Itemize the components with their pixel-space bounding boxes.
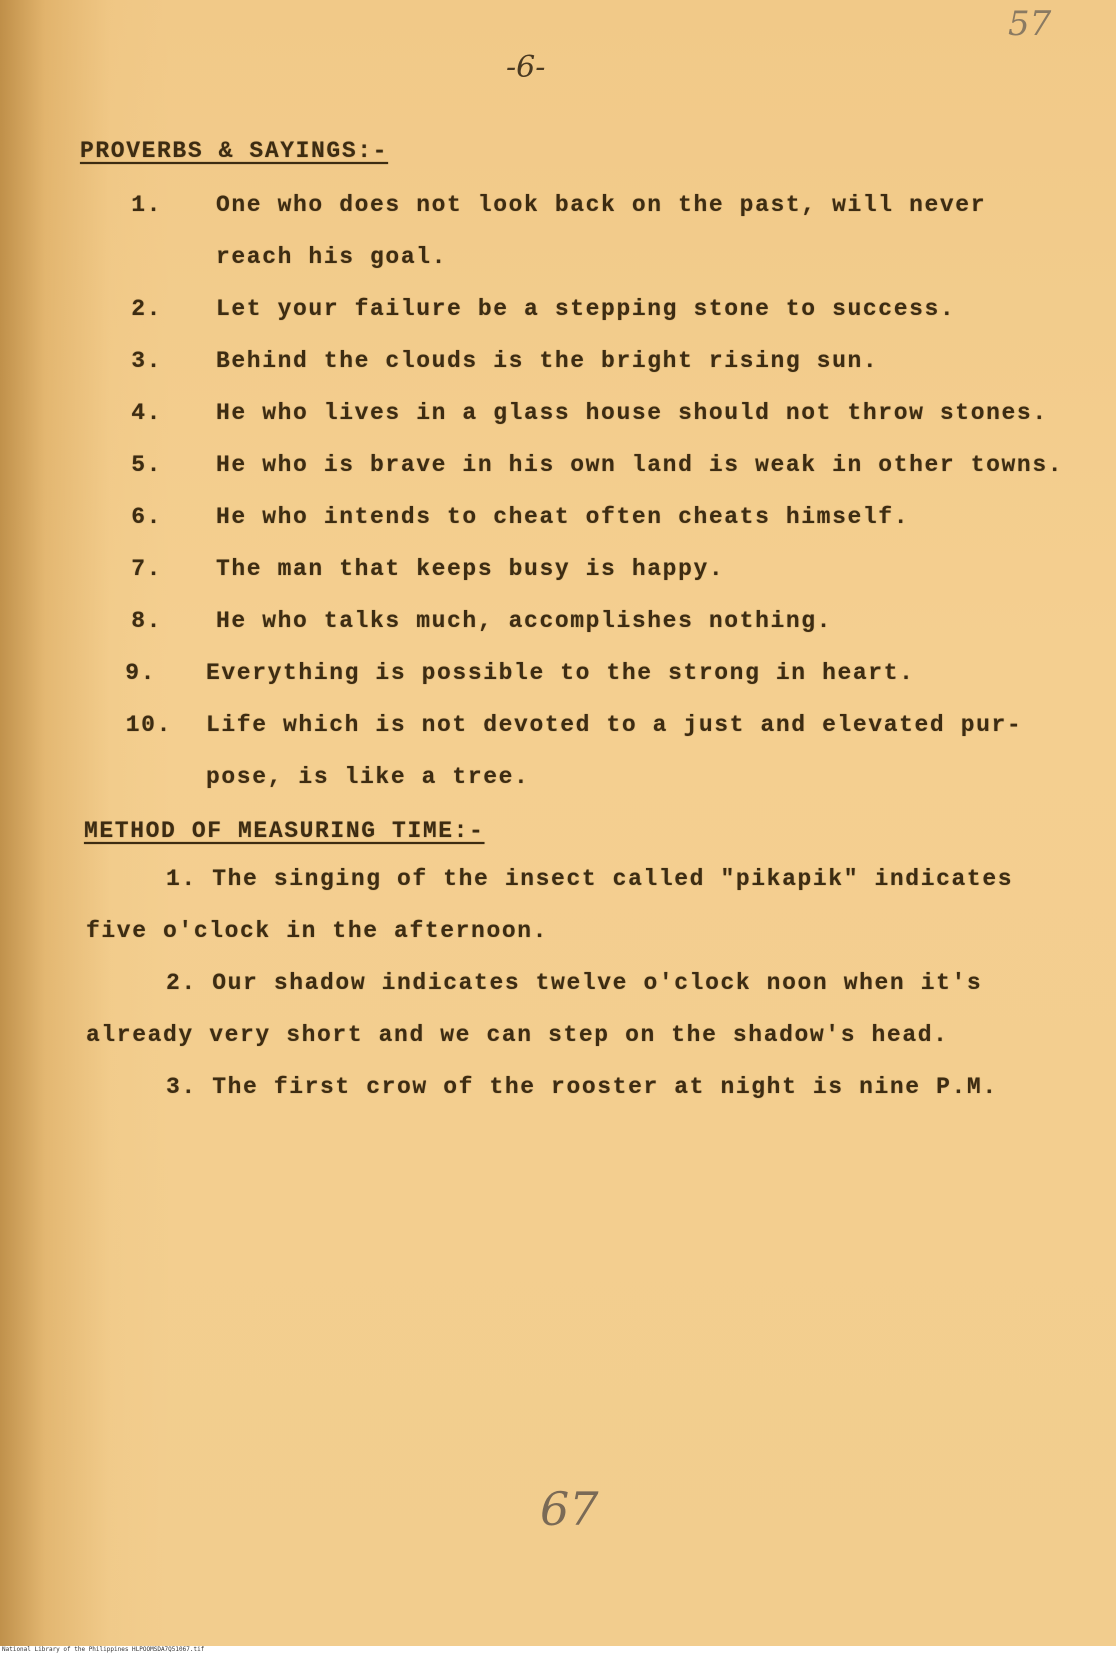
time-paragraph-line: 2. Our shadow indicates twelve o'clock noon when it's <box>166 970 983 996</box>
proverb-text: He who intends to cheat often cheats himself. <box>216 504 910 530</box>
proverb-text: One who does not look back on the past, will never <box>216 192 987 218</box>
time-paragraph-line: already very short and we can step on the shadow's head. <box>86 1022 949 1048</box>
typed-page-number: -6- <box>506 50 546 85</box>
proverb-number: 4. <box>131 400 162 426</box>
time-paragraph-line: 1. The singing of the insect called "pikapik" indicates <box>166 866 1014 892</box>
proverb-text: He who is brave in his own land is weak in other towns. <box>216 452 1064 478</box>
proverb-text: He who lives in a glass house should not throw stones. <box>216 400 1048 426</box>
proverb-number: 3. <box>131 348 162 374</box>
scan-footer-text: National Library of the Philippines HLPOOMSDA7Q51067.tif <box>2 1646 205 1653</box>
proverb-number: 10. <box>125 712 172 738</box>
proverb-number: 5. <box>131 452 162 478</box>
proverb-text: He who talks much, accomplishes nothing. <box>216 608 833 634</box>
handwritten-page-number: 67 <box>540 1482 599 1536</box>
proverb-text: The man that keeps busy is happy. <box>216 556 725 582</box>
proverb-text: reach his goal. <box>216 244 448 270</box>
proverb-number: 2. <box>131 296 162 322</box>
proverb-number: 7. <box>131 556 162 582</box>
proverb-number: 9. <box>125 660 156 686</box>
proverb-number: 6. <box>131 504 162 530</box>
proverb-number: 1. <box>131 192 162 218</box>
time-heading: METHOD OF MEASURING TIME:- <box>84 818 485 844</box>
proverb-text: Life which is not devoted to a just and elevated pur- <box>206 712 1023 738</box>
proverb-text: Everything is possible to the strong in heart. <box>206 660 915 686</box>
proverb-text: pose, is like a tree. <box>206 764 530 790</box>
proverb-number: 8. <box>131 608 162 634</box>
time-paragraph-line: 3. The first crow of the rooster at night is nine P.M. <box>166 1074 998 1100</box>
proverb-text: Let your failure be a stepping stone to success. <box>216 296 956 322</box>
time-paragraph-line: five o'clock in the afternoon. <box>86 918 549 944</box>
proverb-text: Behind the clouds is the bright rising sun. <box>216 348 879 374</box>
archive-page-number: 57 <box>1008 4 1052 44</box>
proverbs-heading: PROVERBS & SAYINGS:- <box>80 138 389 164</box>
